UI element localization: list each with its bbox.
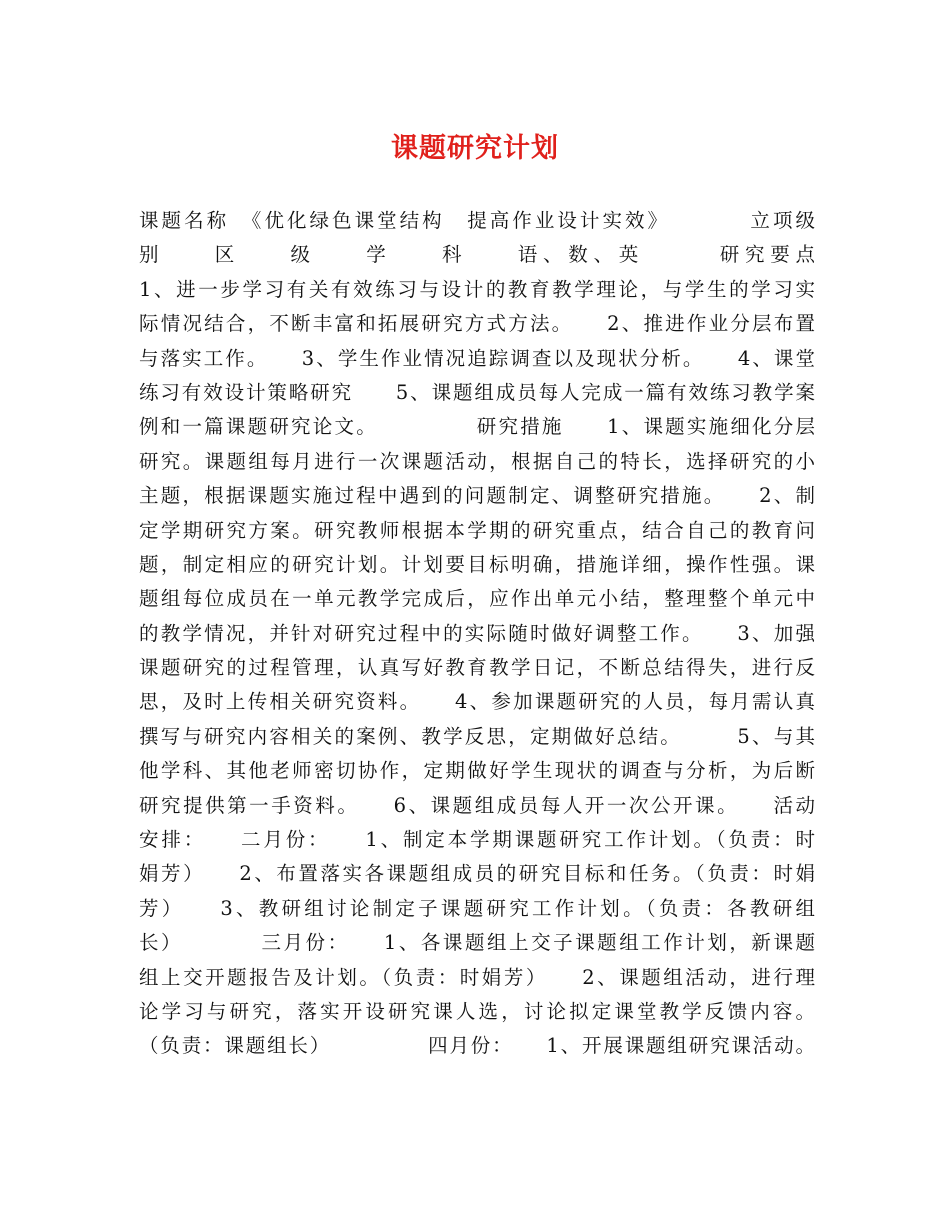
text-line: 安排： 二月份： 1、制定本学期课题研究工作计划。（负责：时	[139, 828, 815, 852]
text-line: 别 区 级 学 科 语、数、英 研究要点	[139, 243, 815, 267]
document-body	[139, 204, 815, 1064]
text-line: 芳） 3、教研组讨论制定子课题研究工作计划。（负责：各教研组	[139, 896, 815, 920]
text-line: 的教学情况，并针对研究过程中的实际随时做好调整工作。 3、加强	[139, 621, 815, 645]
text-line: 际情况结合，不断丰富和拓展研究方式方法。 2、推进作业分层布置	[139, 312, 815, 336]
page-title: 课题研究计划	[391, 133, 559, 164]
text-line: 撰写与研究内容相关的案例、教学反思，定期做好总结。 5、与其	[139, 724, 815, 748]
text-line: 题，制定相应的研究计划。计划要目标明确，措施详细，操作性强。课	[139, 552, 815, 576]
text-line: 课题名称 《优化绿色课堂结构 提高作业设计实效》 立项级	[139, 209, 815, 232]
text-line: （负责：课题组长） 四月份： 1、开展课题组研究课活动。	[139, 1034, 815, 1058]
text-line: 组上交开题报告及计划。（负责：时娟芳） 2、课题组活动，进行理	[139, 965, 815, 989]
text-line: 例和一篇课题研究论文。 研究措施 1、课题实施细化分层	[139, 415, 815, 439]
text-line: 题组每位成员在一单元教学完成后，应作出单元小结，整理整个单元中	[139, 587, 815, 611]
text-line: 1、进一步学习有关有效练习与设计的教育教学理论，与学生的学习实	[139, 277, 815, 301]
text-line: 娟芳） 2、布置落实各课题组成员的研究目标和任务。（负责：时娟	[139, 862, 815, 886]
text-line: 主题，根据课题实施过程中遇到的问题制定、调整研究措施。 2、制	[139, 484, 815, 508]
text-line: 研究。课题组每月进行一次课题活动，根据自己的特长，选择研究的小	[139, 449, 815, 473]
text-line: 他学科、其他老师密切协作，定期做好学生现状的调查与分析，为后断	[139, 759, 815, 783]
text-line: 思，及时上传相关研究资料。 4、参加课题研究的人员，每月需认真	[139, 690, 815, 714]
text-line: 长） 三月份： 1、各课题组上交子课题组工作计划，新课题	[139, 931, 815, 955]
text-line: 练习有效设计策略研究 5、课题组成员每人完成一篇有效练习教学案	[139, 380, 815, 404]
text-line: 论学习与研究，落实开设研究课人选，讨论拟定课堂教学反馈内容。	[139, 999, 815, 1023]
text-line: 课题研究的过程管理，认真写好教育教学日记，不断总结得失，进行反	[139, 656, 815, 680]
text-line: 与落实工作。 3、学生作业情况追踪调查以及现状分析。 4、课堂	[139, 346, 815, 370]
text-line: 研究提供第一手资料。 6、课题组成员每人开一次公开课。 活动	[139, 793, 815, 817]
text-line: 定学期研究方案。研究教师根据本学期的研究重点，结合自己的教育问	[139, 518, 815, 542]
